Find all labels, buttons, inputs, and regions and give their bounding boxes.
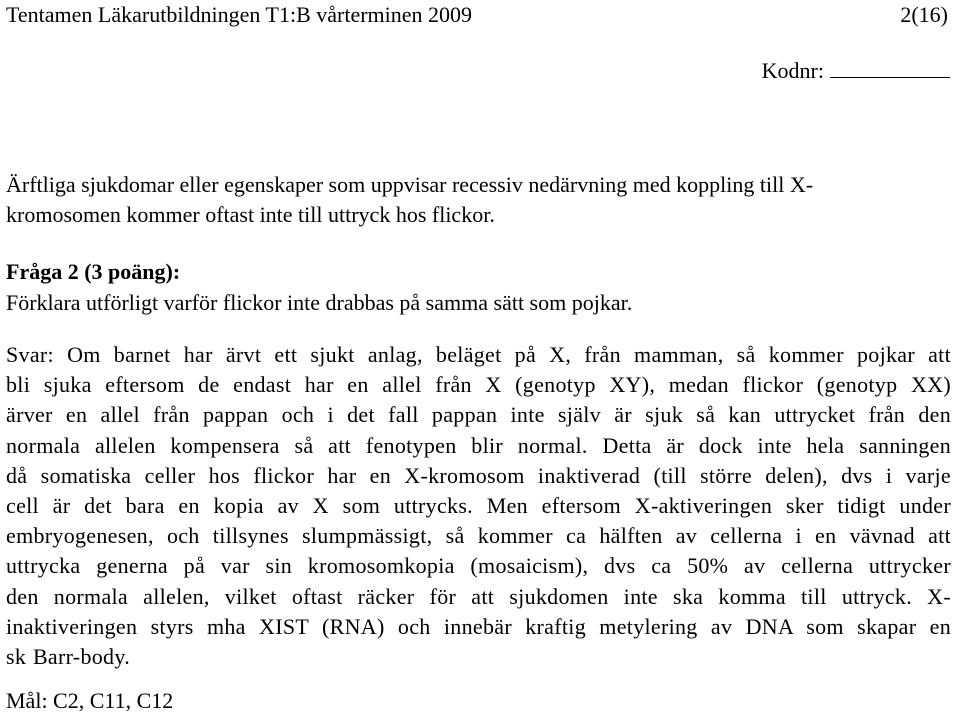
answer-paragraph	[6, 340, 951, 672]
page-header	[6, 0, 954, 30]
answer-line: inaktiveringen styrs mha XIST (RNA) och innebär kraftig metylering av DNA som skapar en	[6, 613, 951, 639]
answer-line: Svar: Om barnet har ärvt ett sjukt anlag, beläget på X, från mamman, så kommer pojkar att	[6, 342, 951, 367]
intro-line: Ärftliga sjukdomar eller egenskaper som uppvisar recessiv nedärvning med koppling till X-	[6, 172, 814, 197]
code-number-label: Kodnr:	[761, 58, 824, 83]
intro-paragraph	[6, 170, 951, 230]
answer-line: cell är det bara en kopia av X som uttrycks. Men eftersom X-aktiveringen sker tidigt under	[6, 493, 951, 519]
intro-line: kromosomen kommer oftast inte till uttryck hos flickor.	[6, 202, 495, 227]
answer-line: då somatiska celler hos flickor har en X-kromosom inaktiverad (till större delen), dvs i varje	[6, 462, 951, 488]
answer-line: bli sjuka eftersom de endast har en allel från X (genotyp XY), medan flickor (genotyp XX)	[6, 372, 951, 398]
question-text: Förklara utförligt varför flickor inte drabbas på samma sätt som pojkar.	[6, 290, 633, 315]
code-number-field	[762, 56, 950, 86]
answer-line: uttrycka generna på var sin kromosomkopia (mosaicism), dvs ca 50% av cellerna uttrycker	[6, 553, 951, 579]
code-number-blank-line	[830, 57, 950, 78]
question-title: Fråga 2 (3 poäng):	[6, 259, 181, 284]
answer-line: ärver en allel från pappan och i det fall pappan inte själv är sjuk så kan uttrycket från den	[6, 402, 951, 428]
document-title: Tentamen Läkarutbildningen T1:B vårterminen 2009	[6, 2, 473, 27]
answer-line: sk Barr-body.	[6, 644, 131, 670]
answer-line: embryogenesen, och tillsynes slumpmässigt, så kommer ca hälften av cellerna i en vävnad att	[6, 523, 951, 549]
question-block	[6, 256, 951, 318]
answer-line: den normala allelen, vilket oftast räcker för att sjukdomen inte ska komma till uttryck. X-	[6, 583, 951, 609]
answer-line: normala allelen kompensera så att fenotypen blir normal. Detta är dock inte hela sanningen	[6, 432, 951, 458]
learning-goals: Mål: C2, C11, C12	[6, 688, 174, 713]
page-number: 2(16)	[900, 2, 948, 27]
